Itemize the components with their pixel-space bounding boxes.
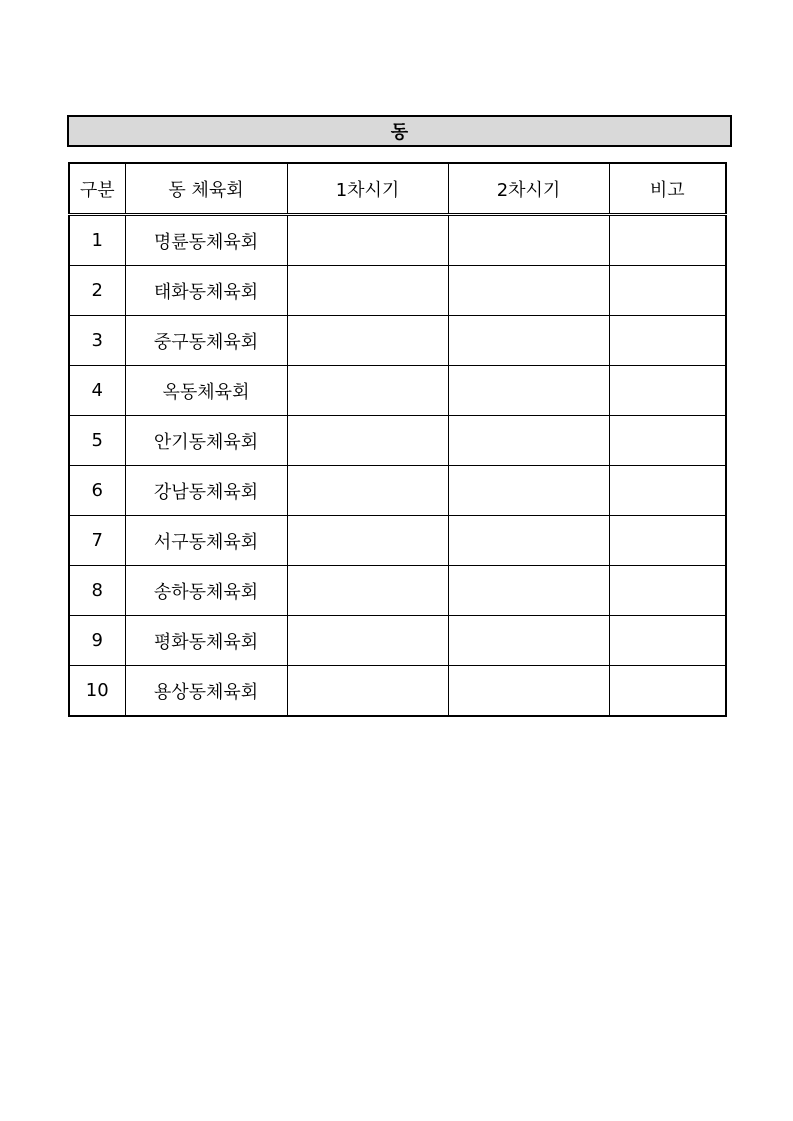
table-row: [69, 466, 726, 516]
row-second-attempt-cell: [448, 666, 609, 717]
table-row: [69, 266, 726, 316]
header-association: 동 체육회: [125, 163, 287, 215]
row-number: 6: [69, 466, 125, 516]
row-association-name: 서구동체육회: [125, 516, 287, 566]
row-association-name: 평화동체육회: [125, 616, 287, 666]
table-row: [69, 416, 726, 466]
table-row: [69, 366, 726, 416]
row-number: 8: [69, 566, 125, 616]
row-note-cell: [609, 516, 726, 566]
row-note-cell: [609, 215, 726, 266]
row-second-attempt-cell: [448, 516, 609, 566]
row-first-attempt-cell: [287, 466, 448, 516]
row-note-cell: [609, 666, 726, 717]
row-first-attempt-cell: [287, 666, 448, 717]
header-first-attempt: 1차시기: [287, 163, 448, 215]
table-row: [69, 316, 726, 366]
table-row: [69, 666, 726, 717]
row-association-name: 태화동체육회: [125, 266, 287, 316]
row-first-attempt-cell: [287, 266, 448, 316]
row-note-cell: [609, 266, 726, 316]
document-title: 동: [67, 115, 732, 147]
table-row: [69, 516, 726, 566]
table-row: [69, 566, 726, 616]
row-second-attempt-cell: [448, 266, 609, 316]
row-second-attempt-cell: [448, 366, 609, 416]
row-second-attempt-cell: [448, 416, 609, 466]
table-row: [69, 215, 726, 266]
row-number: 10: [69, 666, 125, 717]
row-number: 7: [69, 516, 125, 566]
row-first-attempt-cell: [287, 566, 448, 616]
row-association-name: 용상동체육회: [125, 666, 287, 717]
table-header-row: [69, 163, 726, 215]
row-association-name: 강남동체육회: [125, 466, 287, 516]
row-first-attempt-cell: [287, 516, 448, 566]
row-association-name: 중구동체육회: [125, 316, 287, 366]
row-note-cell: [609, 466, 726, 516]
row-note-cell: [609, 566, 726, 616]
row-first-attempt-cell: [287, 416, 448, 466]
row-first-attempt-cell: [287, 316, 448, 366]
row-second-attempt-cell: [448, 616, 609, 666]
table-body: [69, 215, 726, 717]
row-number: 2: [69, 266, 125, 316]
row-number: 1: [69, 215, 125, 266]
row-note-cell: [609, 366, 726, 416]
row-association-name: 안기동체육회: [125, 416, 287, 466]
row-number: 9: [69, 616, 125, 666]
header-category: 구분: [69, 163, 125, 215]
row-second-attempt-cell: [448, 316, 609, 366]
header-second-attempt: 2차시기: [448, 163, 609, 215]
row-association-name: 송하동체육회: [125, 566, 287, 616]
header-note: 비고: [609, 163, 726, 215]
table-row: [69, 616, 726, 666]
row-first-attempt-cell: [287, 366, 448, 416]
row-number: 3: [69, 316, 125, 366]
row-note-cell: [609, 616, 726, 666]
row-first-attempt-cell: [287, 215, 448, 266]
row-association-name: 옥동체육회: [125, 366, 287, 416]
row-second-attempt-cell: [448, 466, 609, 516]
row-second-attempt-cell: [448, 566, 609, 616]
roster-table: [68, 162, 727, 717]
row-second-attempt-cell: [448, 215, 609, 266]
row-note-cell: [609, 316, 726, 366]
row-number: 4: [69, 366, 125, 416]
row-association-name: 명륜동체육회: [125, 215, 287, 266]
row-first-attempt-cell: [287, 616, 448, 666]
row-number: 5: [69, 416, 125, 466]
row-note-cell: [609, 416, 726, 466]
